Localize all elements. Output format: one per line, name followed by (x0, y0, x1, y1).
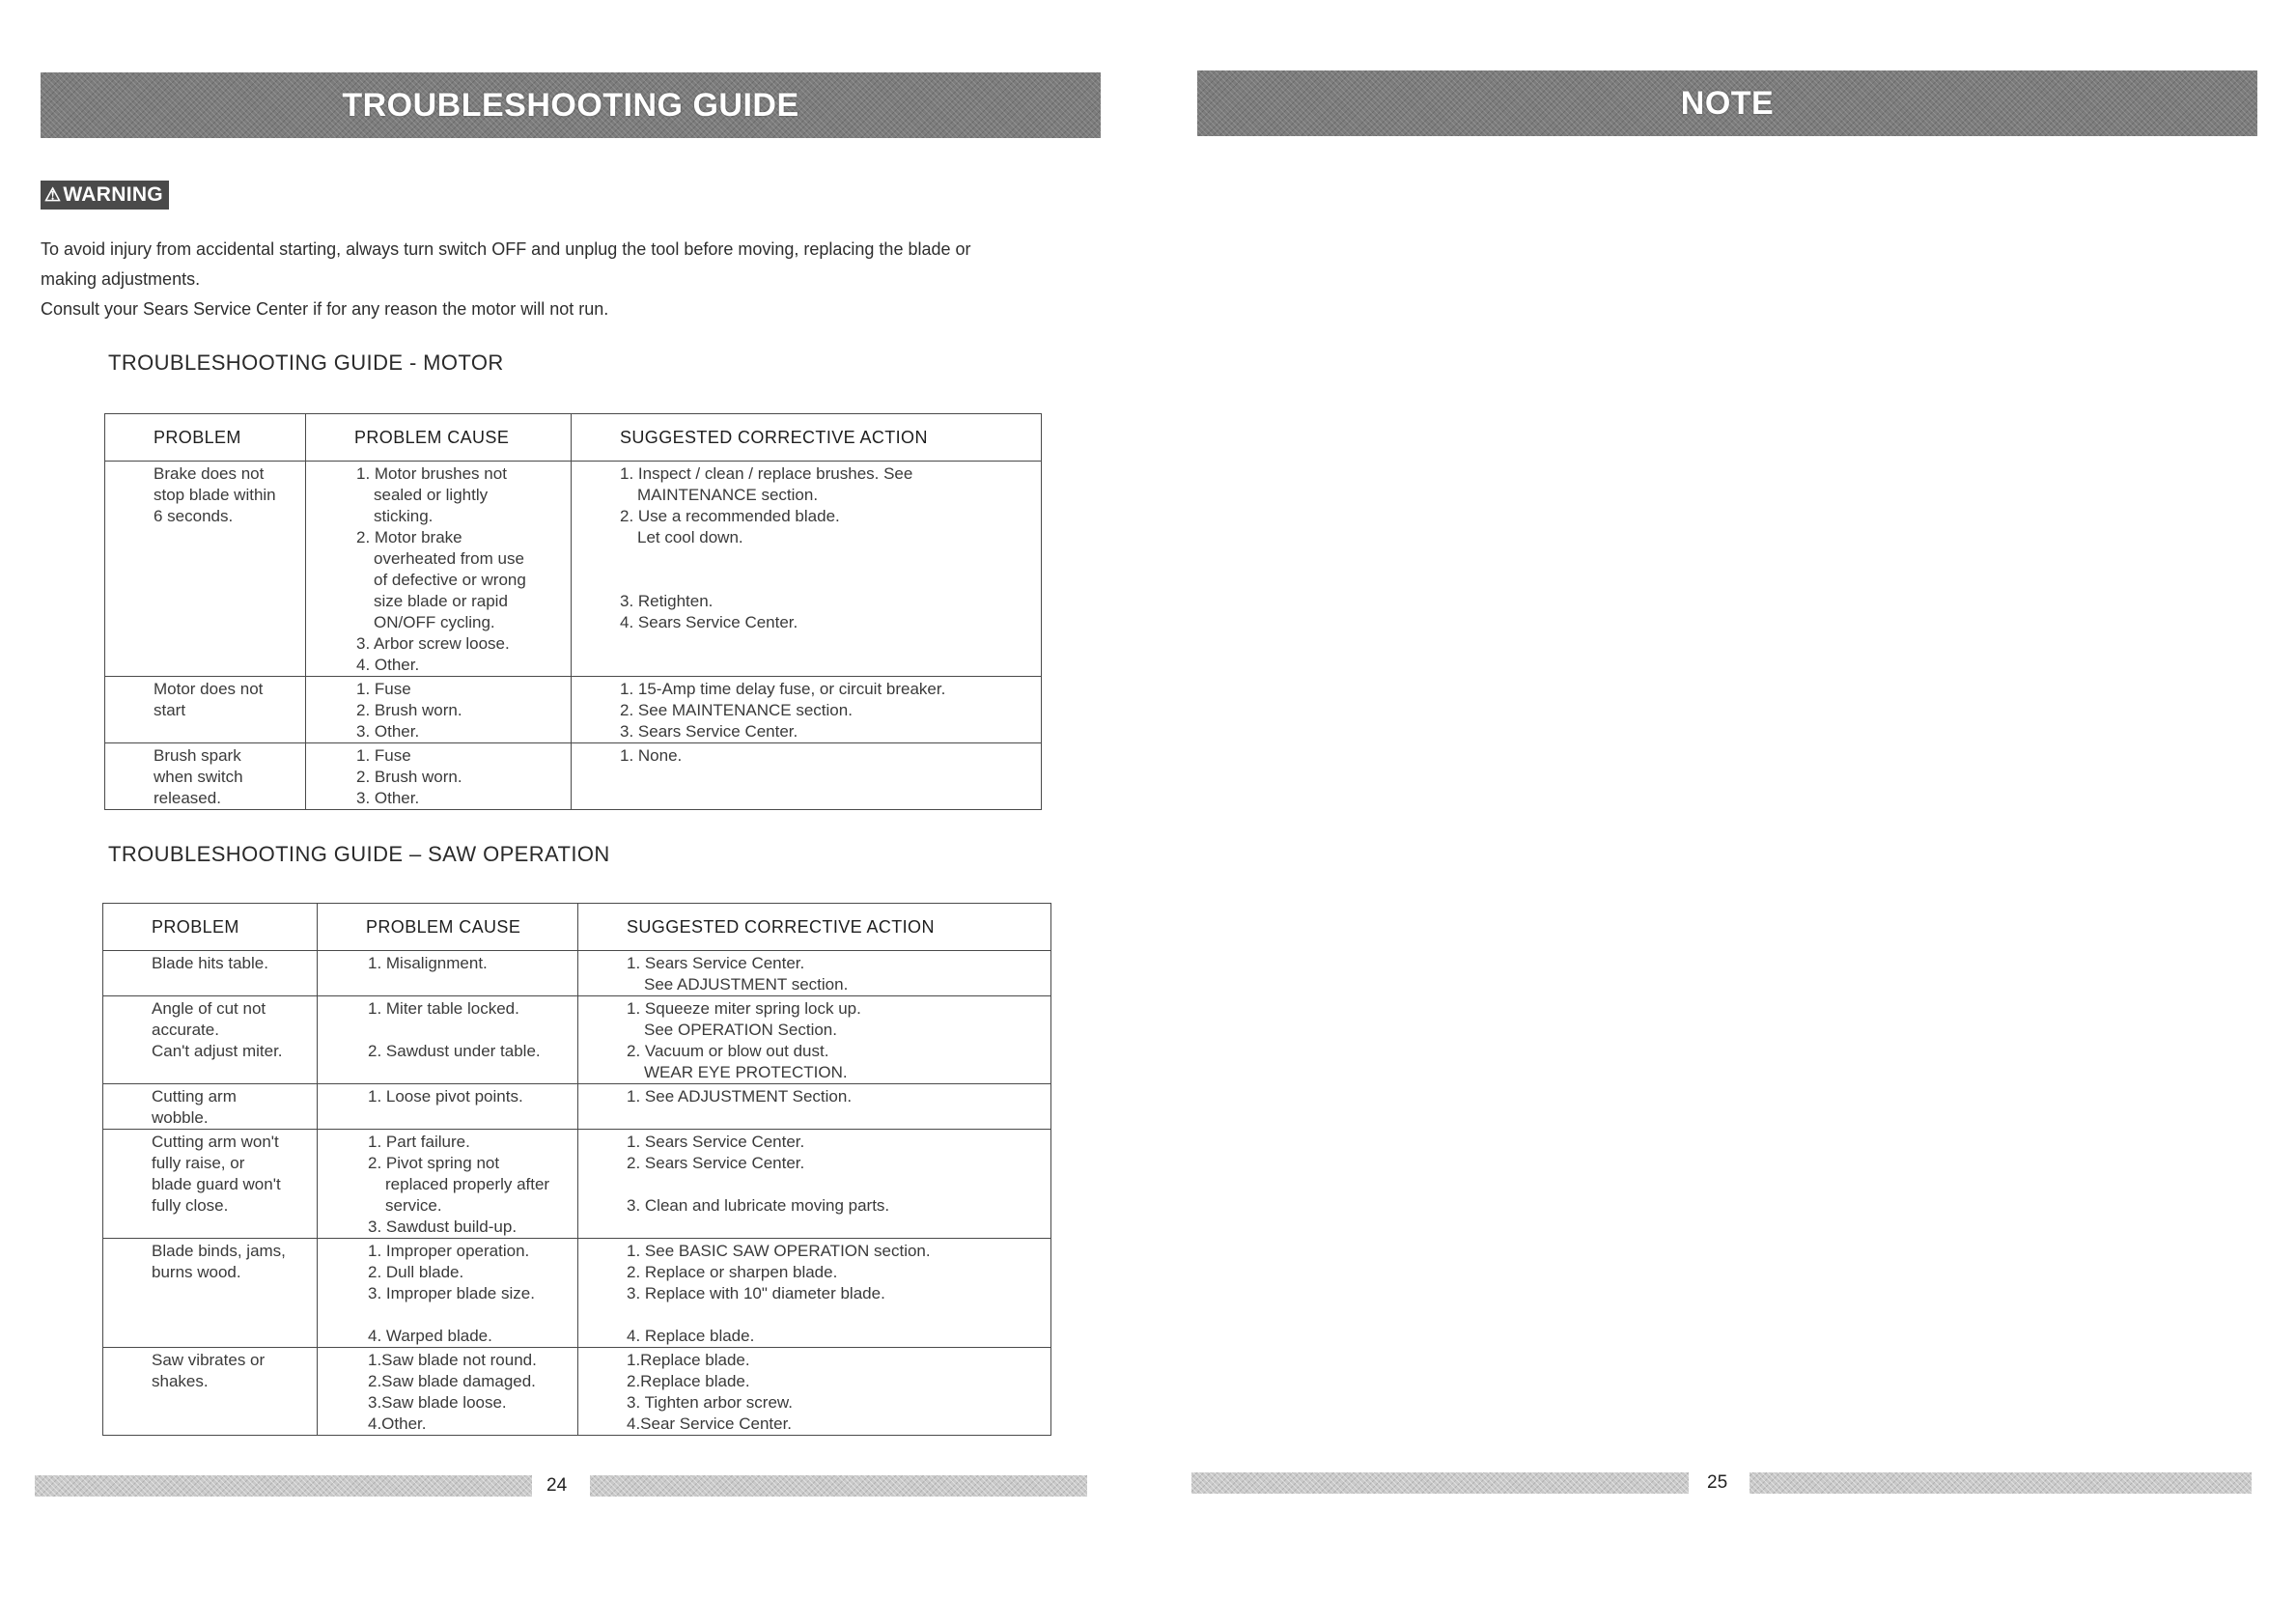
cell-line: Brush spark (154, 746, 241, 765)
table-row (105, 743, 1042, 810)
table-row (103, 1239, 1051, 1348)
troubleshooting-banner: TROUBLESHOOTING GUIDE (41, 72, 1101, 138)
header-problem-cause: PROBLEM CAUSE (306, 414, 572, 462)
table-row (103, 1130, 1051, 1239)
action-cell (578, 951, 1051, 996)
action-cell (578, 1239, 1051, 1348)
action-cell (578, 1084, 1051, 1130)
cell-line: Angle of cut not (152, 999, 266, 1018)
cell-line: 3.Saw blade loose. (368, 1393, 507, 1412)
cell-line: Cutting arm (152, 1087, 237, 1106)
cell-line: 2.Replace blade. (627, 1372, 750, 1390)
problem-cell (103, 1239, 318, 1348)
cell-line: 3. Arbor screw loose. (356, 634, 510, 653)
cell-line: 4.Other. (368, 1414, 427, 1433)
table-row (103, 1084, 1051, 1130)
header-corrective-action: SUGGESTED CORRECTIVE ACTION (572, 414, 1042, 462)
cell-line: of defective or wrong (374, 571, 526, 589)
problem-cell (103, 1130, 318, 1239)
cell-line: 4. Replace blade. (627, 1327, 755, 1345)
cell-line: 3. Sears Service Center. (620, 722, 798, 741)
problem-cell (103, 1348, 318, 1436)
cell-line: 2. Sawdust under table. (368, 1042, 541, 1060)
cause-cell (318, 1239, 578, 1348)
cell-line: size blade or rapid (374, 592, 508, 610)
cell-line: fully raise, or (152, 1154, 245, 1172)
cell-line: 2. Brush worn. (356, 701, 462, 719)
table-row (105, 677, 1042, 743)
cell-line: 3. Other. (356, 722, 420, 741)
cell-line: 2. Pivot spring not (368, 1154, 500, 1172)
cell-line: 1. Sears Service Center. (627, 954, 805, 972)
cell-line: Blade hits table. (152, 954, 268, 972)
header-problem: PROBLEM (103, 904, 318, 951)
cell-line: 6 seconds. (154, 507, 234, 525)
cell-line: replaced properly after (385, 1175, 550, 1193)
cell-line: 2. Vacuum or blow out dust. (627, 1042, 829, 1060)
cell-line: 1.Replace blade. (627, 1351, 750, 1369)
cell-line: accurate. (152, 1021, 219, 1039)
motor-section-title: TROUBLESHOOTING GUIDE - MOTOR (108, 350, 504, 375)
cell-line: stop blade within (154, 486, 276, 504)
cell-line: 3. Replace with 10" diameter blade. (627, 1284, 885, 1302)
cell-line: Can't adjust miter. (152, 1042, 283, 1060)
cause-cell (318, 951, 578, 996)
note-banner: NOTE (1197, 70, 2257, 136)
cell-line: 1. Miter table locked. (368, 999, 519, 1018)
problem-cell (105, 462, 306, 677)
cell-line: WEAR EYE PROTECTION. (644, 1063, 848, 1081)
cell-line: 1. 15-Amp time delay fuse, or circuit breaker. (620, 680, 946, 698)
cell-line: Cutting arm won't (152, 1133, 279, 1151)
cell-line: released. (154, 789, 221, 807)
page-left (0, 0, 1130, 1624)
cell-line: 1. Improper operation. (368, 1242, 530, 1260)
cell-line: 1. Misalignment. (368, 954, 488, 972)
cell-line: fully close. (152, 1196, 229, 1215)
warning-triangle-icon: ⚠ (44, 185, 62, 206)
problem-cell (103, 1084, 318, 1130)
action-cell (572, 462, 1042, 677)
cell-line: 1. Inspect / clean / replace brushes. See (620, 464, 913, 483)
cell-line: sticking. (374, 507, 434, 525)
header-problem-cause: PROBLEM CAUSE (318, 904, 578, 951)
cell-line: 2. Use a recommended blade. (620, 507, 840, 525)
table-header-row (105, 414, 1042, 462)
cell-line: Let cool down. (637, 528, 743, 546)
cell-line: 1. See BASIC SAW OPERATION section. (627, 1242, 931, 1260)
cell-line: sealed or lightly (374, 486, 489, 504)
cell-line: service. (385, 1196, 442, 1215)
cell-line: Blade binds, jams, (152, 1242, 286, 1260)
problem-cell (103, 996, 318, 1084)
cell-line: 1. Part failure. (368, 1133, 470, 1151)
cell-line: wobble. (152, 1108, 209, 1127)
cell-line: 2. Sears Service Center. (627, 1154, 805, 1172)
cell-line: 1. Motor brushes not (356, 464, 507, 483)
page-number: 25 (1707, 1472, 1728, 1493)
cell-line: 4. Other. (356, 656, 420, 674)
saw-section-title: TROUBLESHOOTING GUIDE – SAW OPERATION (108, 842, 610, 866)
cell-line: Brake does not (154, 464, 265, 483)
table-row (103, 1348, 1051, 1436)
cell-line: 2. Replace or sharpen blade. (627, 1263, 838, 1281)
cell-line: 4. Sears Service Center. (620, 613, 798, 631)
cell-line: Motor does not (154, 680, 264, 698)
cause-cell (318, 1348, 578, 1436)
cell-line: 2. Motor brake (356, 528, 462, 546)
intro-text (41, 235, 1103, 324)
cause-cell (318, 996, 578, 1084)
action-cell (572, 743, 1042, 810)
cell-line: 3. Other. (356, 789, 420, 807)
action-cell (578, 1130, 1051, 1239)
cell-line: 1.Saw blade not round. (368, 1351, 537, 1369)
problem-cell (105, 677, 306, 743)
footer-bar-left (1191, 1472, 1689, 1494)
cause-cell (318, 1130, 578, 1239)
cause-cell (318, 1084, 578, 1130)
problem-cell (105, 743, 306, 810)
cell-line: 1. Fuse (356, 746, 411, 765)
footer-bar-right (590, 1475, 1087, 1497)
action-cell (578, 1348, 1051, 1436)
cell-line: 4. Warped blade. (368, 1327, 492, 1345)
cell-line: 1. Fuse (356, 680, 411, 698)
cell-line: ON/OFF cycling. (374, 613, 495, 631)
cell-line: 1. None. (620, 746, 683, 765)
cell-line: See OPERATION Section. (644, 1021, 837, 1039)
cause-cell (306, 677, 572, 743)
cell-line: See ADJUSTMENT section. (644, 975, 849, 994)
header-problem: PROBLEM (105, 414, 306, 462)
page-right (1159, 0, 2296, 1624)
footer-bar-left (35, 1475, 532, 1497)
cell-line: 3. Retighten. (620, 592, 714, 610)
footer-bar-right (1750, 1472, 2252, 1494)
warning-badge (41, 181, 169, 210)
intro-line: making adjustments. (41, 269, 201, 289)
cell-line: 2. Brush worn. (356, 768, 462, 786)
cell-line: 3. Clean and lubricate moving parts. (627, 1196, 890, 1215)
cell-line: 3. Sawdust build-up. (368, 1218, 518, 1236)
cell-line: 1. See ADJUSTMENT Section. (627, 1087, 853, 1106)
cause-cell (306, 743, 572, 810)
cell-line: burns wood. (152, 1263, 241, 1281)
motor-table (104, 413, 1042, 810)
cell-line: overheated from use (374, 549, 524, 568)
warning-label: WARNING (63, 183, 163, 206)
page-number: 24 (546, 1475, 568, 1496)
cell-line: 1. Loose pivot points. (368, 1087, 523, 1106)
intro-line: Consult your Sears Service Center if for any reason the motor will not run. (41, 299, 609, 319)
cell-line: 2. See MAINTENANCE section. (620, 701, 853, 719)
cause-cell (306, 462, 572, 677)
cell-line: start (154, 701, 186, 719)
cell-line: Saw vibrates or (152, 1351, 266, 1369)
cell-line: 2.Saw blade damaged. (368, 1372, 536, 1390)
saw-operation-table (102, 903, 1051, 1436)
problem-cell (103, 951, 318, 996)
cell-line: 3. Improper blade size. (368, 1284, 535, 1302)
table-row (105, 462, 1042, 677)
table-row (103, 951, 1051, 996)
cell-line: 2. Dull blade. (368, 1263, 464, 1281)
action-cell (578, 996, 1051, 1084)
cell-line: 3. Tighten arbor screw. (627, 1393, 793, 1412)
table-header-row (103, 904, 1051, 951)
cell-line: 4.Sear Service Center. (627, 1414, 793, 1433)
cell-line: 1. Squeeze miter spring lock up. (627, 999, 861, 1018)
cell-line: when switch (154, 768, 243, 786)
cell-line: blade guard won't (152, 1175, 281, 1193)
header-corrective-action: SUGGESTED CORRECTIVE ACTION (578, 904, 1051, 951)
table-row (103, 996, 1051, 1084)
intro-line: To avoid injury from accidental starting, always turn switch OFF and unplug the tool before moving, replacing the blade or (41, 239, 971, 259)
cell-line: shakes. (152, 1372, 209, 1390)
action-cell (572, 677, 1042, 743)
cell-line: 1. Sears Service Center. (627, 1133, 805, 1151)
cell-line: MAINTENANCE section. (637, 486, 819, 504)
